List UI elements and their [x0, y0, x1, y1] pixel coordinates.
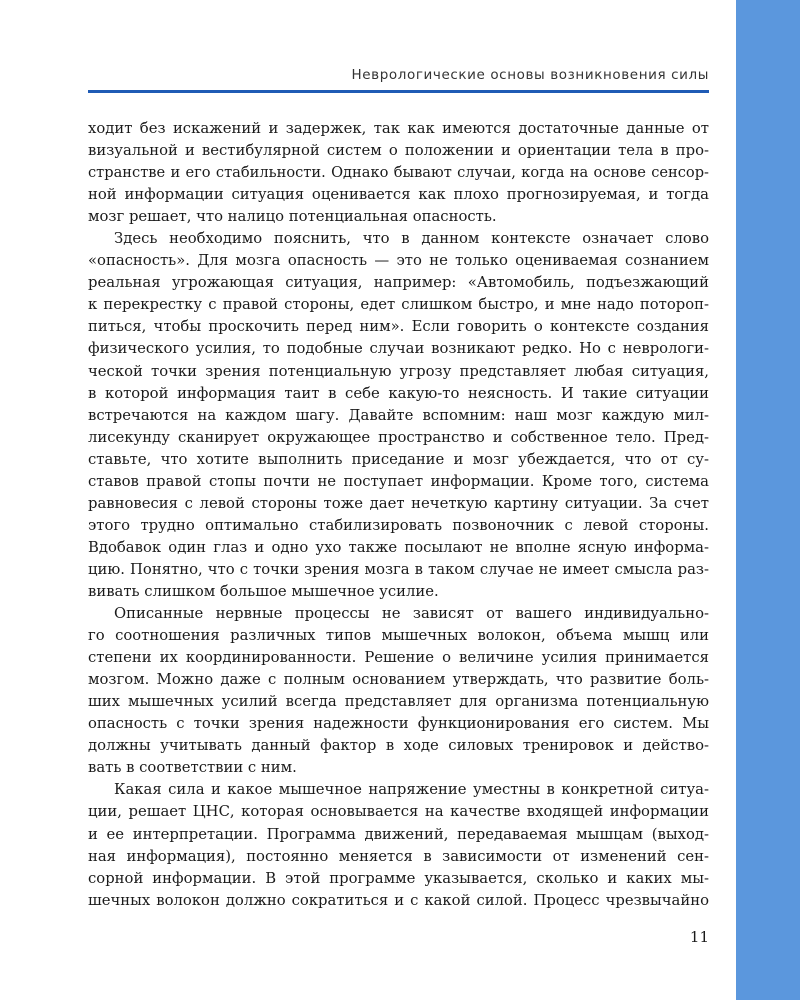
paragraph-first-line: Здесь необходимо пояснить, что в данном контексте означает слово: [114, 230, 709, 248]
text-line: ших мышечных усилий всегда представляет для организма потенциальную: [88, 693, 709, 711]
text-line: лисекунду сканирует окружающее пространство и собственное тело. Пред-: [88, 428, 709, 446]
text-line: физического усилия, то подобные случаи возникают редко. Но с неврологи-: [88, 340, 709, 358]
text-line: и ее интерпретации. Программа движений, передаваемая мышцам (выход-: [88, 825, 709, 843]
running-header: Неврологические основы возникновения силы: [351, 67, 709, 83]
text-line: должны учитывать данный фактор в ходе силовых тренировок и действо-: [88, 737, 709, 755]
text-line: ставов правой стопы почти не поступает информации. Кроме того, система: [88, 472, 709, 490]
text-line: ной информации ситуация оценивается как плохо прогнозируемая, и тогда: [88, 186, 709, 204]
text-line: ная информация), постоянно меняется в зависимости от изменений сен-: [88, 847, 709, 865]
text-line: «опасность». Для мозга опасность — это не только оцениваемая сознанием: [88, 252, 709, 270]
text-line: опасность с точки зрения надежности функционирования его систем. Мы: [88, 715, 709, 733]
text-line: питься, чтобы проскочить перед ним». Если говорить о контексте создания: [88, 318, 709, 336]
text-line: в которой информация таит в себе какую-то неясность. И такие ситуации: [88, 384, 709, 402]
text-line: визуальной и вестибулярной систем о положении и ориентации тела в про-: [88, 142, 709, 160]
body-text: [88, 118, 709, 912]
text-line: ходит без искажений и задержек, так как имеются достаточные данные от: [88, 120, 709, 137]
text-line: ции, решает ЦНС, которая основывается на качестве входящей информации: [88, 803, 709, 821]
paragraph-first-line: Какая сила и какое мышечное напряжение уместны в конкретной ситуа-: [114, 781, 709, 799]
text-line: го соотношения различных типов мышечных волокон, объема мышц или: [88, 627, 709, 645]
text-line: сорной информации. В этой программе указывается, сколько и каких мы-: [88, 869, 709, 887]
text-line: мозг решает, что налицо потенциальная опасность.: [88, 208, 497, 226]
header-rule: [88, 90, 709, 93]
text-line: вать в соответствии с ним.: [88, 759, 297, 777]
text-line: странстве и его стабильности. Однако бывают случаи, когда на основе сенсор-: [88, 164, 709, 182]
page-number: 11: [689, 928, 709, 946]
text-line: вивать слишком большое мышечное усилие.: [88, 582, 439, 600]
text-line: Вдобавок один глаз и одно ухо также посылают не вполне ясную информа-: [88, 538, 709, 556]
text-line: реальная угрожающая ситуация, например: «Автомобиль, подъезжающий: [88, 274, 709, 292]
text-line: шечных волокон должно сократиться и с какой силой. Процесс чрезвычайно: [88, 891, 709, 909]
text-line: к перекрестку с правой стороны, едет слишком быстро, и мне надо потороп-: [88, 296, 709, 314]
text-line: встречаются на каждом шагу. Давайте вспомним: наш мозг каждую мил-: [88, 406, 709, 424]
side-color-band: [736, 0, 800, 1000]
text-line: мозгом. Можно даже с полным основанием утверждать, что развитие боль-: [88, 671, 709, 689]
text-line: цию. Понятно, что с точки зрения мозга в таком случае не имеет смысла раз-: [88, 560, 709, 578]
text-line: степени их координированности. Решение о величине усилия принимается: [88, 649, 709, 667]
text-line: этого трудно оптимально стабилизировать позвоночник с левой стороны.: [88, 516, 709, 534]
text-line: ческой точки зрения потенциальную угрозу представляет любая ситуация,: [88, 362, 709, 380]
text-line: ставьте, что хотите выполнить приседание и мозг убеждается, что от су-: [88, 450, 709, 468]
text-line: равновесия с левой стороны тоже дает нечеткую картину ситуации. За счет: [88, 494, 709, 512]
paragraph-first-line: Описанные нервные процессы не зависят от вашего индивидуально-: [114, 605, 709, 623]
